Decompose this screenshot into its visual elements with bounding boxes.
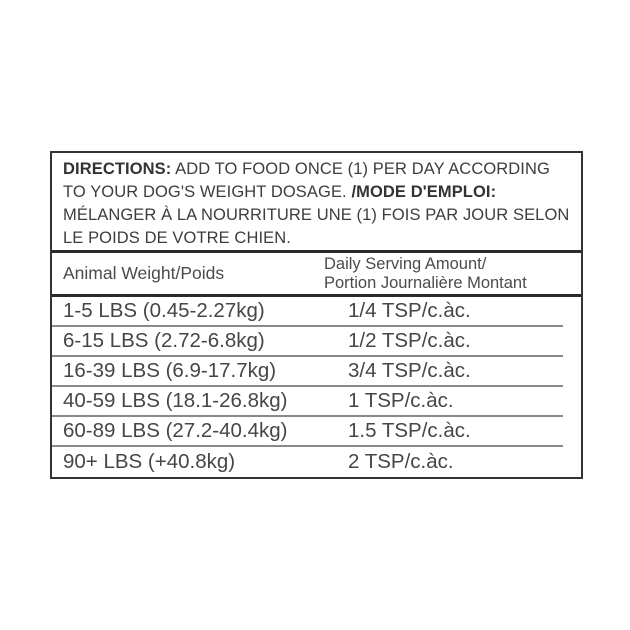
weight-cell: 60-89 LBS (27.2-40.4kg): [63, 419, 288, 442]
serving-cell: 2 TSP/c.àc.: [348, 450, 454, 473]
serving-cell: 1 TSP/c.àc.: [348, 389, 454, 412]
table-row: [52, 447, 581, 477]
serving-cell: 1.5 TSP/c.àc.: [348, 419, 471, 442]
directions-text: [52, 153, 581, 250]
weight-cell: 90+ LBS (+40.8kg): [63, 450, 236, 473]
directions-label-fr: /MODE D'EMPLOI:: [351, 183, 497, 201]
weight-cell: 6-15 LBS (2.72-6.8kg): [63, 329, 265, 352]
serving-cell: 1/4 TSP/c.àc.: [348, 299, 471, 322]
directions-body-fr: MÉLANGER À LA NOURRITURE UNE (1) FOIS PAR JOUR SELON LE POIDS DE VOTRE CHIEN.: [63, 206, 570, 247]
table-row: [52, 297, 581, 325]
table-header-row: [52, 253, 581, 294]
column-header-weight: Animal Weight/Poids: [63, 263, 225, 283]
weight-cell: 40-59 LBS (18.1-26.8kg): [63, 389, 288, 412]
table-row: [52, 357, 581, 385]
dosage-table-body: [52, 297, 581, 477]
serving-cell: 1/2 TSP/c.àc.: [348, 329, 471, 352]
column-header-serving: [324, 255, 581, 293]
column-header-serving-line2: Portion Journalière Montant: [324, 273, 527, 292]
table-row: [52, 387, 581, 415]
table-row: [52, 417, 581, 445]
directions-panel: [50, 151, 583, 479]
directions-label-en: DIRECTIONS:: [63, 160, 172, 178]
weight-cell: 16-39 LBS (6.9-17.7kg): [63, 359, 277, 382]
table-row: [52, 327, 581, 355]
weight-cell: 1-5 LBS (0.45-2.27kg): [63, 299, 265, 322]
directions-body-en: ADD TO FOOD ONCE (1) PER DAY ACCORDING TO YOUR DOG'S WEIGHT DOSAGE.: [63, 160, 550, 201]
serving-cell: 3/4 TSP/c.àc.: [348, 359, 471, 382]
column-header-serving-line1: Daily Serving Amount/: [324, 254, 487, 273]
